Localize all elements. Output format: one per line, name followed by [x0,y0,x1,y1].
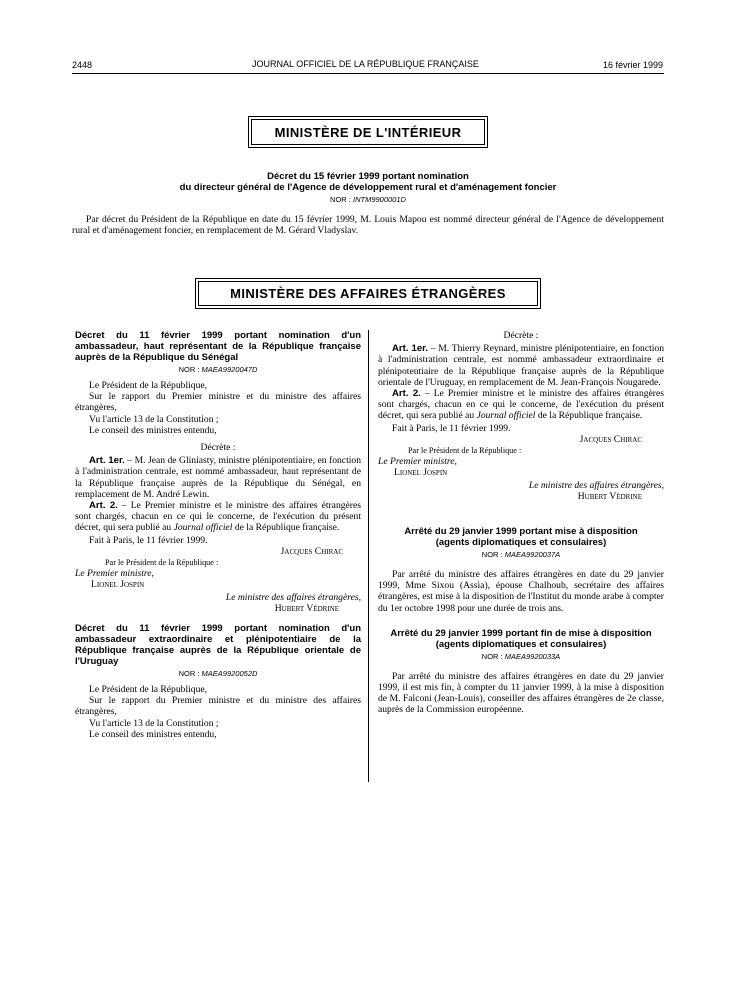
nor-code: MAEA9920037A [504,550,561,560]
premier-ministre: Le Premier ministre, [378,456,457,468]
nor-code: MAEA9920047D [201,365,258,374]
nor-code: MAEA9920052D [201,669,258,679]
decree-body-uruguay-cont [378,330,664,502]
decree-title-interieur [80,171,656,193]
header-rule [72,73,664,74]
left-column [75,330,361,740]
journal-title: JOURNAL OFFICIEL DE LA RÉPUBLIQUE FRANÇAISE [252,59,479,69]
visa-rapport: Sur le rapport du Premier ministre et du ministre des affaires étrangères, [75,695,361,718]
nor-uruguay [75,669,361,678]
article-1-label: Art. 1er. [392,343,429,355]
article-2-text-a: – Le Premier ministre et le ministre des affaires étrangères sont chargés, chacun en ce qui le concerne, de l'exécution du présent décret, qui sera publié au [75,500,361,534]
decree-title-line-1: Décret du 15 février 1999 portant nomination [267,171,469,182]
nor-label: NOR : [178,365,200,374]
par-le-president: Par le Président de la République : [105,558,219,568]
decree-title-senegal: Décret du 11 février 1999 portant nomination d'un ambassadeur, haut représentant de la République française auprès de la République du Sénégal [75,330,361,363]
fait-a-paris: Fait à Paris, le 11 février 1999. [89,534,208,546]
decree-title-uruguay: Décret du 11 février 1999 portant nomination d'un ambassadeur extraordinaire et plénipotentiaire de la République française auprès de la République orientale de l'Uruguay [75,623,361,668]
decree-body-senegal [75,380,361,614]
nor-code: INTM9900001D [352,195,406,204]
ministry-title-interieur: MINISTÈRE DE L'INTÉRIEUR [251,119,485,145]
premier-ministre: Le Premier ministre, [75,568,154,580]
article-1-text: – M. Jean de Gliniasty, ministre plénipotentiaire, en fonction à l'administration centrale, est nommé ambassadeur, haut représentant de la République française auprès de la République du Sénégal, en remplacement de M. André Lewin. [75,455,361,500]
ministre-affaires: Le ministre des affaires étrangères, [225,591,361,603]
decree-body-uruguay [75,684,361,740]
article-2 [378,388,664,422]
column-divider [368,330,369,782]
nor-senegal [75,365,361,374]
nor-label: NOR : [481,550,503,560]
arrete-text-1: Par arrêté du ministre des affaires étrangères en date du 29 janvier 1999, Mme Sixou (Assia), épouse Chalhoub, secrétaire des affaires étrangères, est mise à la disposition de l'Institut du monde arabe à compter du 1er octobre 1998 pour une durée de trois ans. [378,569,664,614]
article-1 [378,343,664,388]
ministry-title-affaires: MINISTÈRE DES AFFAIRES ÉTRANGÈRES [198,281,538,306]
article-2 [75,500,361,534]
ministry-box-interieur [248,116,488,148]
visa-conseil: Le conseil des ministres entendu, [89,728,217,740]
article-1-text: – M. Thierry Reynard, ministre plénipotentiaire, en fonction à l'administration centrale, est nommé ambassadeur extraordinaire et plénipotentiaire de la République française auprès de la République orientale de l'Uruguay, en remplacement de M. Jean-François Nougarede. [378,343,664,388]
visa-president: Le Président de la République, [89,380,208,391]
visa-rapport: Sur le rapport du Premier ministre et du ministre des affaires étrangères, [75,391,361,414]
journal-officiel-ref: Journal officiel [476,410,536,422]
arrete-title-fin-mise-a-disposition: Arrêté du 29 janvier 1999 portant fin de mise à disposition (agents diplomatiques et consulaires) [390,627,652,650]
article-2-text-b: de la République française. [535,410,643,422]
nor-arrete-2 [378,652,664,661]
right-column [378,330,664,716]
ministre-affaires: Le ministre des affaires étrangères, [528,479,664,491]
ministre-name: Hubert Védrine [274,602,339,614]
ministre-name: Hubert Védrine [577,490,642,502]
signer-president: Jacques Chirac [280,545,343,557]
arrete-title-mise-a-disposition: Arrêté du 29 janvier 1999 portant mise à disposition (agents diplomatiques et consulaires) [404,526,638,549]
nor-arrete-1 [378,550,664,559]
article-2-label: Art. 2. [89,500,118,512]
par-le-president: Par le Président de la République : [408,446,522,456]
visa-president: Le Président de la République, [89,684,208,696]
article-1 [75,455,361,500]
visa-constitution: Vu l'article 13 de la Constitution ; [89,717,219,729]
nor-label: NOR : [178,669,200,679]
pm-name: Lionel Jospin [394,467,448,479]
fait-a-paris: Fait à Paris, le 11 février 1999. [392,422,511,434]
journal-officiel-ref: Journal officiel [173,522,233,534]
decree-text-interieur: Par décret du Président de la République en date du 15 février 1999, M. Louis Mapou est nommé directeur général de l'Agence de développement rural et d'aménagement foncier, en remplacement de M. Gérard Vladyslav. [72,214,664,237]
article-1-label: Art. 1er. [89,455,125,467]
arrete-text-2: Par arrêté du ministre des affaires étrangères en date du 29 janvier 1999, il est mis fin, à compter du 11 janvier 1999, à la mise à disposition de M. Falconi (Jean-Louis), conseiller des affaires étrangères de 2e classe, auprès de la Commission européenne. [378,670,664,716]
visa-constitution: Vu l'article 13 de la Constitution ; [89,413,219,425]
decrete: Décrète : [503,330,539,341]
nor-label: NOR : [481,651,503,661]
nor-label: NOR : [330,195,351,204]
nor-code: MAEA9920033A [504,651,561,661]
article-2-text-a: – Le Premier ministre et le ministre des affaires étrangères sont chargés, chacun en ce qui le concerne, de l'exécution du présent décret, qui sera publié au [378,388,664,422]
pm-name: Lionel Jospin [91,579,145,591]
nor-interieur [80,195,656,204]
page-number: 2448 [72,60,93,70]
issue-date: 16 février 1999 [602,60,663,70]
visa-conseil: Le conseil des ministres entendu, [89,424,217,436]
decrete: Décrète : [200,442,236,454]
article-2-label: Art. 2. [392,388,421,400]
signer-president: Jacques Chirac [579,433,642,445]
ministry-box-affaires [195,278,541,309]
article-2-text-b: de la République française. [232,522,340,534]
decree-title-line-2: du directeur général de l'Agence de développement rural et d'aménagement foncier [179,182,557,193]
